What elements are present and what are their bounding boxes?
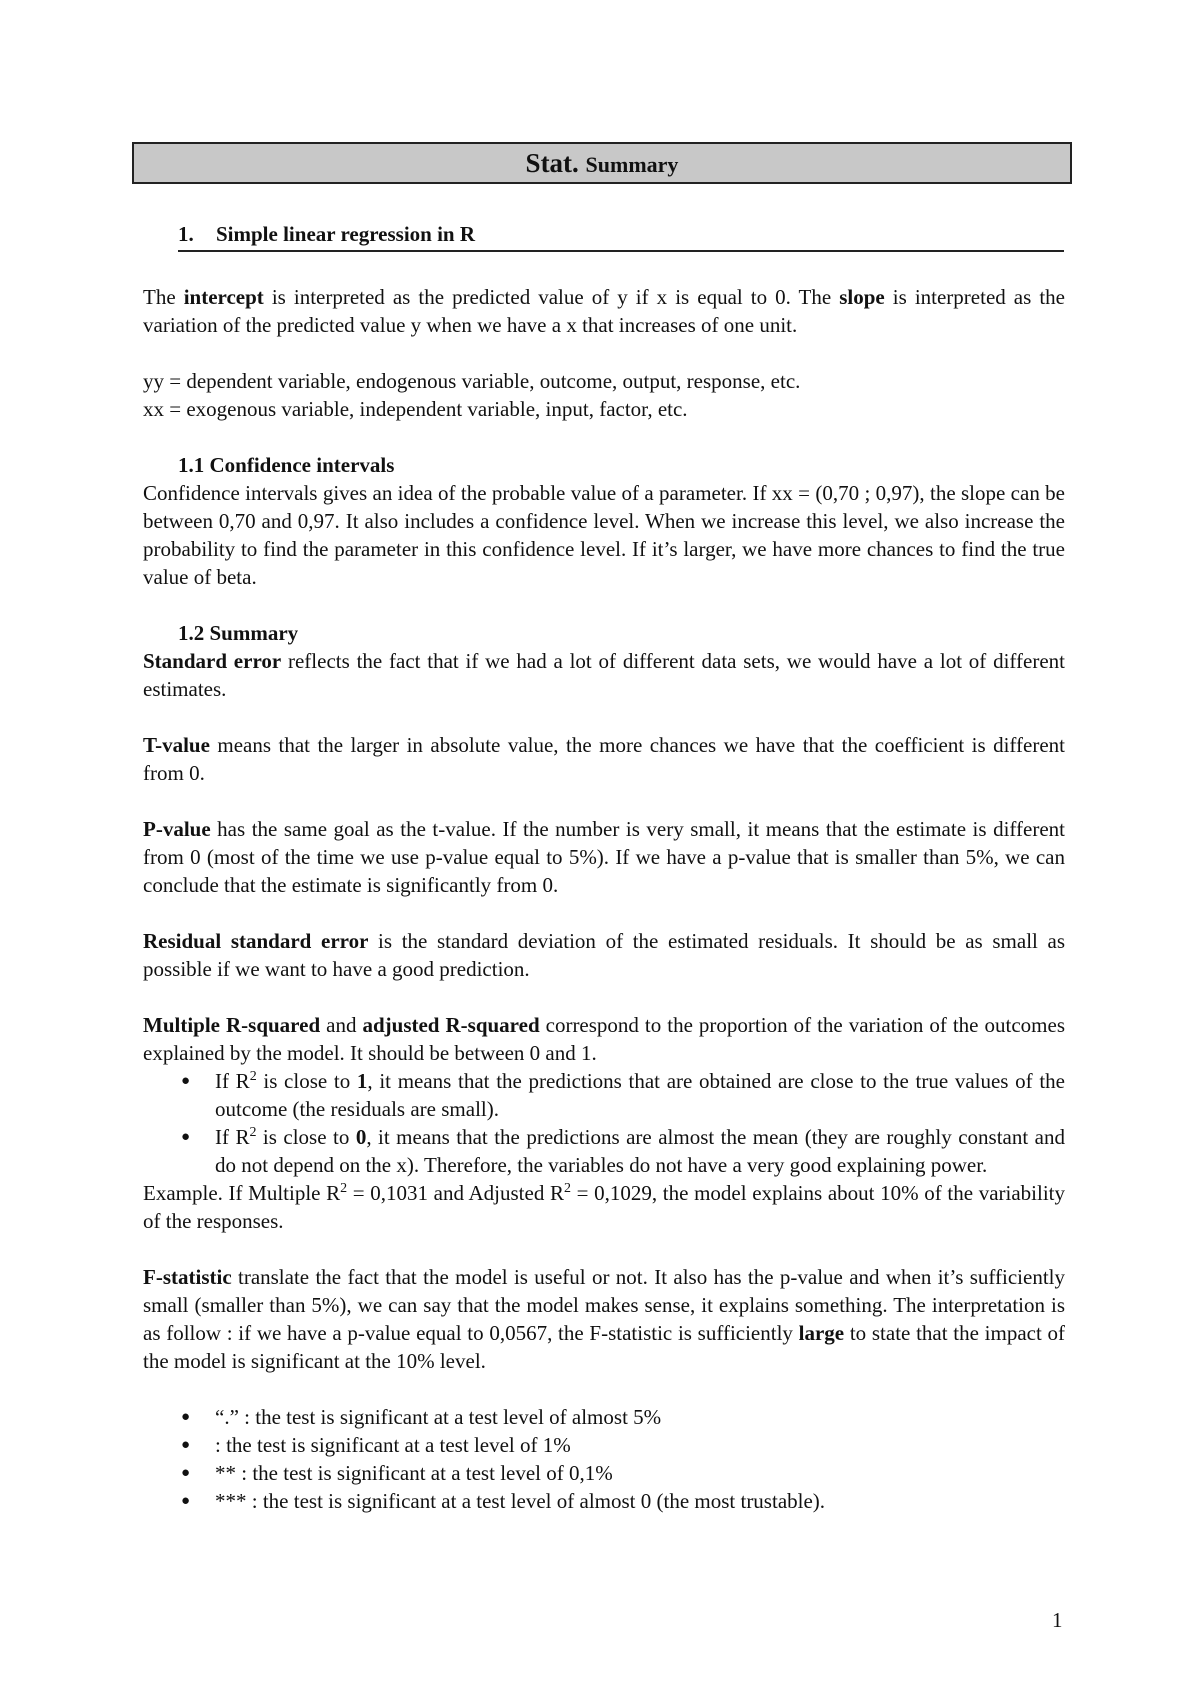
term-multiple-r-squared: Multiple R-squared — [143, 1013, 321, 1037]
title-main: Stat. — [525, 148, 579, 178]
title-sub: Summary — [585, 152, 679, 177]
example-paragraph: Example. If Multiple $R^2 = 0,1031$ and Adjusted $R^2 = 0,1029$, the model explains about 10% of the variability of the responses. — [143, 1181, 1066, 1233]
significance-list — [143, 1403, 1065, 1515]
term-p-value: P-value — [143, 817, 211, 841]
list-item: ● If $R^2$ is close to 0, it means that the predictions are almost the mean (they are roughly constant and do not depend on the x). Therefore, the variables do not have a very good explaining power. — [143, 1123, 1065, 1179]
section-title: Simple linear regression in R — [216, 222, 476, 246]
body-text — [143, 283, 1065, 1515]
ci-paragraph: Confidence intervals gives an idea of the probable value of a parameter. If xx = (0,70 ; 0,97), the slope can be between 0,70 and 0,97. It also includes a confidence level. When we increase this level, we also increase the probability to find the parameter in this confidence level. If it’s larger, we have more chances to find the true value of beta. — [143, 481, 1065, 589]
list-item: ● *** : the test is significant at a test level of almost 0 (the most trustable). — [143, 1487, 1065, 1515]
r-squared-paragraph: Multiple R-squared and adjusted R-squared correspond to the proportion of the variation of the outcomes explained by the model. It should be between 0 and 1. — [143, 1013, 1065, 1065]
p-value-paragraph: P-value has the same goal as the t-value. If the number is very small, it means that the estimate is different from 0 (most of the time we use p-value equal to 5%). If we have a p-value that is smaller than 5%, we can conclude that the estimate is significantly from 0. — [143, 817, 1065, 897]
f-statistic-paragraph: F-statistic translate the fact that the model is useful or not. It also has the p-value and when it’s sufficiently small (smaller than 5%), we can say that the model makes sense, it explains something. The interpretation is as follow : if we have a p-value equal to 0,0567, the F-statistic is sufficiently large to state that the impact of the model is significant at the 10% level. — [143, 1265, 1065, 1373]
r-squared-list — [143, 1067, 1065, 1179]
se-paragraph: Standard error reflects the fact that if we had a lot of different data sets, we would have a lot of different estimates. — [143, 649, 1065, 701]
summary-heading: 1.2 Summary — [178, 621, 299, 645]
intro-paragraph: The intercept is interpreted as the predicted value of y if x is equal to 0. The slope is interpreted as the variation of the predicted value y when we have a x that increases of one unit. — [143, 285, 1065, 337]
xx-line: xx = exogenous variable, independent variable, input, factor, etc. — [143, 397, 688, 421]
list-item: ● “.” : the test is significant at a test level of almost 5% — [143, 1403, 1065, 1431]
list-item: ● If $R^2$ is close to 1, it means that the predictions that are obtained are close to the true values of the outcome (the residuals are small). — [143, 1067, 1065, 1123]
yy-line: yy = dependent variable, endogenous variable, outcome, output, response, etc. — [143, 369, 801, 393]
list-item: ● : the test is significant at a test level of 1% — [143, 1431, 1065, 1459]
list-item: ● ** : the test is significant at a test level of 0,1% — [143, 1459, 1065, 1487]
term-f-statistic: F-statistic — [143, 1265, 232, 1289]
term-t-value: T-value — [143, 733, 210, 757]
page-number: 1 — [1052, 1608, 1063, 1632]
term-adjusted-r-squared: adjusted R-squared — [362, 1013, 540, 1037]
section-heading — [178, 220, 1064, 252]
section-number: 1. — [178, 222, 194, 246]
term-standard-error: Standard error — [143, 649, 282, 673]
ci-heading: 1.1 Confidence intervals — [178, 453, 395, 477]
term-residual-standard-error: Residual standard error — [143, 929, 369, 953]
rse-paragraph: Residual standard error is the standard deviation of the estimated residuals. It should be as small as possible if we want to have a good prediction. — [143, 929, 1065, 981]
term-slope: slope — [839, 285, 885, 309]
t-value-paragraph: T-value means that the larger in absolute value, the more chances we have that the coefficient is different from 0. — [143, 733, 1065, 785]
term-intercept: intercept — [183, 285, 264, 309]
title-box — [132, 142, 1072, 184]
